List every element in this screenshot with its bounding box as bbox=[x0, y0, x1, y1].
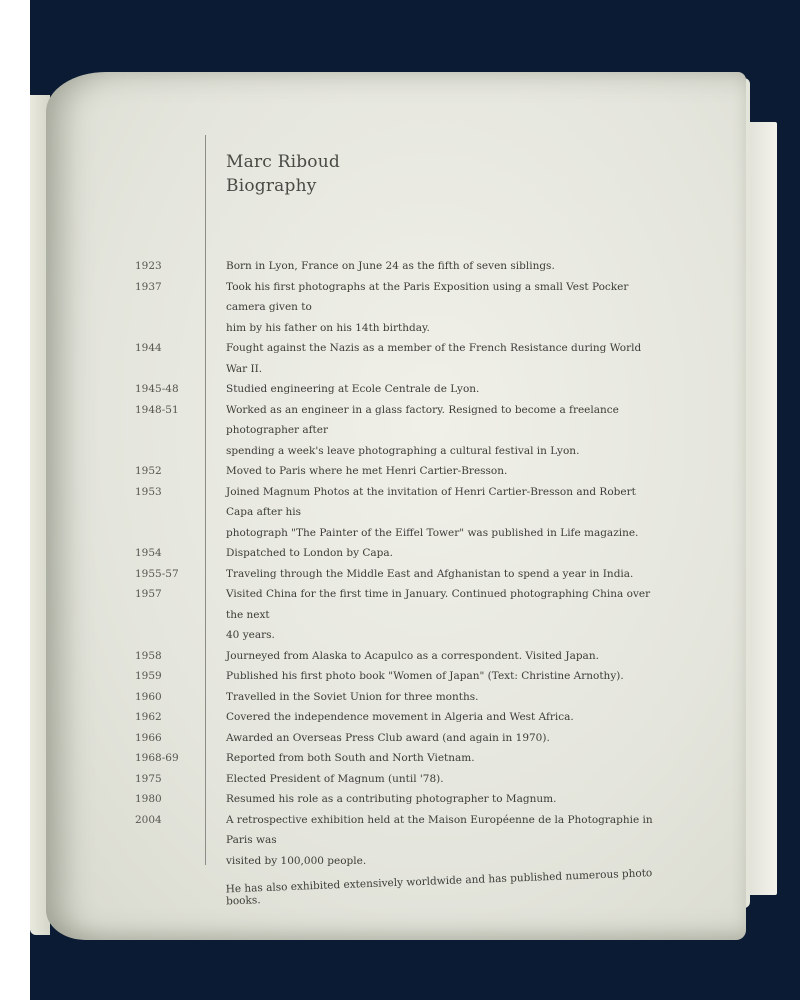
timeline-year: 1944 bbox=[135, 342, 162, 354]
timeline-row bbox=[135, 810, 655, 851]
timeline-year: 1957 bbox=[135, 588, 162, 600]
timeline-event: Awarded an Overseas Press Club award (and again in 1970). bbox=[226, 731, 550, 744]
timeline-row bbox=[135, 584, 655, 625]
timeline-row bbox=[135, 666, 655, 687]
timeline-year bbox=[135, 441, 226, 462]
timeline-year: 1954 bbox=[135, 547, 162, 559]
timeline-year: 1959 bbox=[135, 670, 162, 682]
timeline-year: 1980 bbox=[135, 793, 162, 805]
timeline-event: Reported from both South and North Vietnam. bbox=[226, 752, 475, 764]
timeline-row bbox=[135, 748, 655, 769]
timeline-year: 1953 bbox=[135, 485, 162, 498]
timeline-event: Moved to Paris where he met Henri Cartier-Bresson. bbox=[226, 465, 508, 477]
timeline-year bbox=[135, 318, 226, 339]
timeline-event: Travelled in the Soviet Union for three months. bbox=[226, 690, 479, 703]
timeline-event: Covered the independence movement in Algeria and West Africa. bbox=[226, 711, 574, 723]
timeline-event: visited by 100,000 people. bbox=[226, 854, 367, 867]
timeline-row bbox=[135, 277, 655, 318]
timeline-year: 1948-51 bbox=[135, 403, 179, 416]
timeline-row bbox=[135, 338, 655, 379]
timeline-row bbox=[135, 625, 655, 646]
timeline-event: Studied engineering at Ecole Centrale de Lyon. bbox=[226, 383, 480, 395]
title-subtitle: Biography bbox=[226, 176, 317, 196]
timeline-row bbox=[135, 379, 655, 400]
timeline-event: Joined Magnum Photos at the invitation of Henri Cartier-Bresson and Robert Capa after his bbox=[226, 485, 636, 518]
timeline-event: Worked as an engineer in a glass factory. Resigned to become a freelance photographer after bbox=[226, 403, 619, 436]
timeline-row bbox=[135, 707, 655, 728]
timeline-year bbox=[135, 625, 226, 646]
timeline-row bbox=[135, 441, 655, 462]
timeline-event: 40 years. bbox=[226, 629, 275, 641]
biography-timeline bbox=[135, 256, 655, 911]
timeline-row bbox=[135, 646, 655, 667]
page-title bbox=[226, 150, 340, 198]
biography-footer-note: He has also exhibited extensively worldwide and has published numerous photo books. bbox=[225, 867, 653, 908]
timeline-row bbox=[135, 400, 655, 441]
timeline-year: 1955-57 bbox=[135, 567, 179, 580]
timeline-event: photograph "The Painter of the Eiffel Tower" was published in Life magazine. bbox=[226, 526, 639, 539]
timeline-row bbox=[135, 687, 655, 708]
timeline-year: 2004 bbox=[135, 813, 162, 826]
timeline-row bbox=[135, 564, 655, 585]
timeline-event: Dispatched to London by Capa. bbox=[226, 547, 393, 559]
timeline-year: 1937 bbox=[135, 280, 162, 293]
timeline-row bbox=[135, 769, 655, 790]
timeline-event: Published his first photo book "Women of Japan" (Text: Christine Arnothy). bbox=[226, 670, 624, 682]
timeline-year: 1952 bbox=[135, 465, 162, 477]
timeline-year: 1960 bbox=[135, 690, 162, 703]
timeline-year: 1945-48 bbox=[135, 383, 179, 395]
timeline-event: Journeyed from Alaska to Acapulco as a correspondent. Visited Japan. bbox=[226, 649, 599, 662]
timeline-row bbox=[135, 461, 655, 482]
timeline-event: Took his first photographs at the Paris Exposition using a small Vest Pocker camera given to bbox=[226, 280, 629, 313]
timeline-row bbox=[135, 256, 655, 277]
timeline-row bbox=[135, 482, 655, 523]
timeline-event: him by his father on his 14th birthday. bbox=[226, 321, 430, 334]
timeline-year: 1966 bbox=[135, 731, 162, 744]
timeline-row bbox=[135, 851, 655, 872]
title-name: Marc Riboud bbox=[226, 152, 340, 172]
timeline-row bbox=[135, 728, 655, 749]
timeline-year: 1923 bbox=[135, 260, 162, 272]
timeline-row bbox=[135, 789, 655, 810]
timeline-row bbox=[135, 318, 655, 339]
timeline-year: 1975 bbox=[135, 772, 162, 785]
timeline-event: A retrospective exhibition held at the Maison Européenne de la Photographie in Paris was bbox=[226, 813, 653, 846]
timeline-event: Elected President of Magnum (until '78). bbox=[226, 772, 444, 785]
timeline-year: 1962 bbox=[135, 711, 162, 723]
timeline-year: 1958 bbox=[135, 649, 162, 662]
timeline-year bbox=[135, 523, 226, 544]
timeline-year bbox=[135, 851, 226, 872]
timeline-event: Resumed his role as a contributing photographer to Magnum. bbox=[226, 793, 557, 805]
timeline-event: Visited China for the first time in January. Continued photographing China over the next bbox=[226, 588, 651, 621]
timeline-year: 1968-69 bbox=[135, 752, 179, 764]
timeline-event: Fought against the Nazis as a member of the French Resistance during World War II. bbox=[226, 342, 642, 375]
timeline-event: Traveling through the Middle East and Afghanistan to spend a year in India. bbox=[226, 567, 634, 580]
timeline-event: Born in Lyon, France on June 24 as the fifth of seven siblings. bbox=[226, 260, 555, 272]
timeline-row bbox=[135, 523, 655, 544]
timeline-row bbox=[135, 543, 655, 564]
timeline-event: spending a week's leave photographing a cultural festival in Lyon. bbox=[226, 444, 580, 457]
